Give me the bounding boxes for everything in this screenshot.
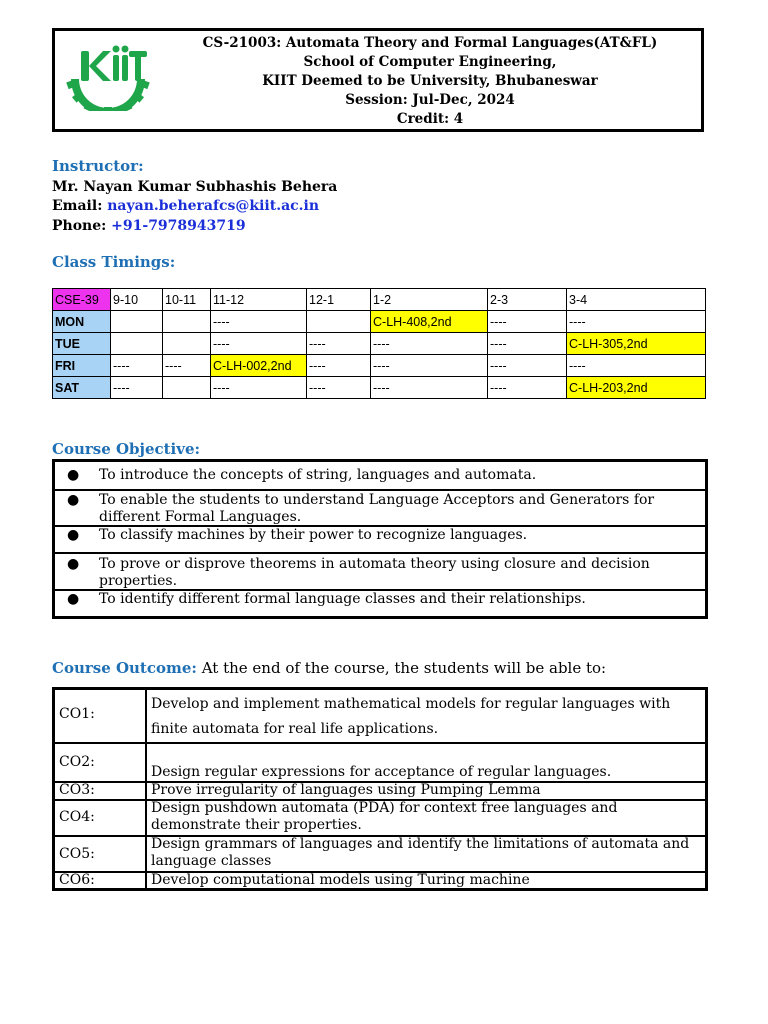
slot-cell xyxy=(111,333,163,355)
slot-cell: ---- xyxy=(371,377,488,399)
slot-cell: ---- xyxy=(211,333,307,355)
slot-cell xyxy=(307,311,371,333)
column-divider xyxy=(145,690,147,888)
bullet-icon: ● xyxy=(67,591,80,607)
slot-cell: ---- xyxy=(307,355,371,377)
slot-cell: ---- xyxy=(307,377,371,399)
outcome-table xyxy=(52,687,708,891)
class-slot-cell: C-LH-002,2nd xyxy=(211,355,307,377)
slot-cell: ---- xyxy=(488,377,567,399)
slot-cell xyxy=(163,333,211,355)
day-cell: SAT xyxy=(53,377,111,399)
header-box xyxy=(52,28,704,132)
time-slot-header: 1-2 xyxy=(371,289,488,311)
time-slot-header: 3-4 xyxy=(567,289,706,311)
slot-cell xyxy=(163,377,211,399)
time-slot-header: 2-3 xyxy=(488,289,567,311)
slot-cell xyxy=(163,311,211,333)
co-text: Design regular expressions for acceptance of regular languages. xyxy=(151,764,612,780)
outcome-heading-line xyxy=(52,659,606,677)
phone-number[interactable]: +91-7978943719 xyxy=(111,218,246,234)
slot-cell: ---- xyxy=(371,333,488,355)
day-cell: TUE xyxy=(53,333,111,355)
co-code: CO5: xyxy=(59,846,95,862)
time-slot-header: 12-1 xyxy=(307,289,371,311)
slot-cell: ---- xyxy=(211,377,307,399)
divider xyxy=(55,552,705,554)
slot-cell: ---- xyxy=(211,311,307,333)
divider xyxy=(55,489,705,491)
slot-cell: ---- xyxy=(163,355,211,377)
class-slot-cell: C-LH-408,2nd xyxy=(371,311,488,333)
bullet-icon: ● xyxy=(67,467,80,483)
course-title: CS-21003: Automata Theory and Formal Languages(AT&FL) xyxy=(202,35,658,51)
slot-cell: ---- xyxy=(371,355,488,377)
time-slot-header: 11-12 xyxy=(211,289,307,311)
instructor-name: Mr. Nayan Kumar Subhashis Behera xyxy=(52,179,338,195)
kiit-logo xyxy=(63,41,153,111)
objective-text: To classify machines by their power to recognize languages. xyxy=(99,527,528,543)
timetable-row xyxy=(53,355,706,377)
timetable-header-row xyxy=(53,289,706,311)
slot-cell xyxy=(111,311,163,333)
email-label: Email: xyxy=(52,198,108,214)
kiit-logo-icon xyxy=(63,41,153,111)
timetable xyxy=(52,288,706,399)
time-slot-header: 10-11 xyxy=(163,289,211,311)
phone-label: Phone: xyxy=(52,218,112,234)
objective-text: To introduce the concepts of string, languages and automata. xyxy=(99,467,537,483)
slot-cell: ---- xyxy=(111,377,163,399)
timetable-row xyxy=(53,377,706,399)
timetable-row xyxy=(53,333,706,355)
email-link[interactable]: nayan.beherafcs@kiit.ac.in xyxy=(107,198,320,214)
university-name: KIIT Deemed to be University, Bhubaneswar xyxy=(262,73,598,89)
bullet-icon: ● xyxy=(67,556,80,572)
timetable-row xyxy=(53,311,706,333)
objective-text: To identify different formal language classes and their relationships. xyxy=(99,591,586,607)
outcome-intro: At the end of the course, the students will be able to: xyxy=(196,659,607,677)
section-cell: CSE-39 xyxy=(53,289,111,311)
day-cell: MON xyxy=(53,311,111,333)
co-text: Prove irregularity of languages using Pumping Lemma xyxy=(151,782,541,798)
slot-cell: ---- xyxy=(567,355,706,377)
school-name: School of Computer Engineering, xyxy=(303,54,557,70)
objective-text: To prove or disprove theorems in automata theory using closure and decision properties. xyxy=(99,556,650,589)
co-code: CO6: xyxy=(59,872,95,888)
slot-cell: ---- xyxy=(307,333,371,355)
bullet-icon: ● xyxy=(67,527,80,543)
co-code: CO1: xyxy=(59,706,95,722)
email-line xyxy=(52,198,319,214)
slot-cell: ---- xyxy=(488,333,567,355)
co-text: Design grammars of languages and identify the limitations of automata and language classes xyxy=(151,836,690,869)
day-cell: FRI xyxy=(53,355,111,377)
co-text: Design pushdown automata (PDA) for context free languages and demonstrate their properties. xyxy=(151,800,618,833)
bullet-icon: ● xyxy=(67,492,80,508)
co-code: CO2: xyxy=(59,754,95,770)
class-slot-cell: C-LH-305,2nd xyxy=(567,333,706,355)
co-text: Develop and implement mathematical models for regular languages with finite automata for real life applications. xyxy=(151,696,671,737)
credit: Credit: 4 xyxy=(396,111,464,127)
objective-box xyxy=(52,459,708,619)
co-code: CO4: xyxy=(59,809,95,825)
outcome-heading: Course Outcome: xyxy=(52,659,197,677)
class-slot-cell: C-LH-203,2nd xyxy=(567,377,706,399)
co-text: Develop computational models using Turing machine xyxy=(151,872,530,888)
time-slot-header: 9-10 xyxy=(111,289,163,311)
session: Session: Jul-Dec, 2024 xyxy=(345,92,515,108)
co-code: CO3: xyxy=(59,782,95,798)
slot-cell: ---- xyxy=(111,355,163,377)
phone-line xyxy=(52,218,246,234)
slot-cell: ---- xyxy=(488,355,567,377)
slot-cell: ---- xyxy=(567,311,706,333)
timings-heading: Class Timings: xyxy=(52,253,176,271)
objective-text: To enable the students to understand Language Acceptors and Generators for different Formal Languages. xyxy=(99,492,655,525)
slot-cell: ---- xyxy=(488,311,567,333)
objective-heading: Course Objective: xyxy=(52,440,201,458)
instructor-heading: Instructor: xyxy=(52,157,144,175)
divider xyxy=(55,742,705,744)
